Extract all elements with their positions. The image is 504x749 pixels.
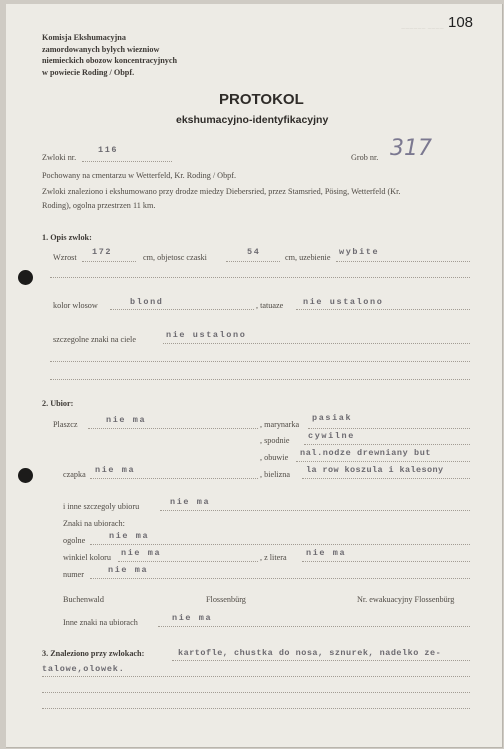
rule xyxy=(296,461,470,462)
found-line-1: Zwloki znaleziono i ekshumowano przy drodze miedzy Diebersried, przez Stamsried, Pösing, Wetterfeld (Kr. xyxy=(42,187,401,196)
remains-number: 116 xyxy=(98,145,119,155)
rule xyxy=(82,261,136,262)
general-label: ogolne xyxy=(63,536,86,545)
jacket-value: pasiak xyxy=(312,413,353,423)
rule xyxy=(42,676,470,677)
section-1-heading: 1. Opis zwlok: xyxy=(42,233,92,242)
letter-label: , z litera xyxy=(260,553,287,562)
tattoo-value: nie ustalono xyxy=(303,297,384,307)
general-value: nie ma xyxy=(109,531,150,541)
rule xyxy=(90,578,470,579)
protocol-sheet xyxy=(6,4,503,748)
punch-hole xyxy=(18,468,33,483)
rule xyxy=(50,361,470,362)
section-2-heading: 2. Ubior: xyxy=(42,399,74,408)
rule xyxy=(42,692,470,693)
page-number: 108 xyxy=(448,14,474,31)
col-buchenwald: Buchenwald xyxy=(63,595,104,604)
col-flossenburg: Flossenbürg xyxy=(206,595,246,604)
found-items-line-2: talowe,olowek. xyxy=(42,664,125,674)
rule xyxy=(118,561,258,562)
rule xyxy=(226,261,280,262)
hair-value: blond xyxy=(130,297,164,307)
found-items-line-1: kartofle, chustka do nosa, sznurek, nadelko ze- xyxy=(178,648,442,658)
underwear-value: la row koszula i kalesony xyxy=(306,465,444,475)
rule xyxy=(296,309,470,310)
rule xyxy=(50,379,470,380)
rule xyxy=(172,660,470,661)
rule xyxy=(302,478,470,479)
teeth-value: wybite xyxy=(339,247,380,257)
jacket-label: , marynarka xyxy=(260,420,300,429)
rule xyxy=(88,428,258,429)
cap-label: czapka xyxy=(63,470,86,479)
remains-label: Zwloki nr. xyxy=(42,153,77,162)
height-label: Wzrost xyxy=(53,253,77,262)
protocol-subtitle: ekshumacyjno-identyfikacyjny xyxy=(176,114,329,126)
trousers-label: , spodnie xyxy=(260,436,290,445)
protocol-title: PROTOKOL xyxy=(219,91,304,108)
commission-line-1: Komisja Ekshumacyjna xyxy=(42,33,126,42)
other-label: i inne szczegoly ubioru xyxy=(63,502,140,511)
number-value: nie ma xyxy=(108,565,149,575)
letter-value: nie ma xyxy=(306,548,347,558)
commission-line-4: w powiecie Roding / Obpf. xyxy=(42,68,135,77)
rule xyxy=(336,261,470,262)
body-marks-label: szczegolne znaki na ciele xyxy=(53,335,136,344)
other-marks-value: nie ma xyxy=(172,613,213,623)
height-value: 172 xyxy=(92,247,113,257)
coat-label: Plaszcz xyxy=(53,420,78,429)
hair-label: kolor wlosow xyxy=(53,301,98,310)
trousers-value: cywilne xyxy=(308,431,355,441)
rule xyxy=(42,708,470,709)
shoes-label: , obuwie xyxy=(260,453,289,462)
tattoo-label: , tatuaze xyxy=(256,301,284,310)
other-value: nie ma xyxy=(170,497,211,507)
section-3-heading: 3. Znaleziono przy zwlokach: xyxy=(42,649,145,658)
rule xyxy=(163,343,470,344)
rule xyxy=(302,561,470,562)
rule xyxy=(304,444,470,445)
commission-line-2: zamordowanych bylych wiezniow xyxy=(42,45,160,54)
burial-line: Pochowany na cmentarzu w Wetterfeld, Kr. Roding / Obpf. xyxy=(42,171,237,180)
faint-stamp: ~~~~~~ ~~~~ xyxy=(401,26,444,33)
other-marks-label: Inne znaki na ubiorach xyxy=(63,618,138,627)
shoes-value: nal.nodze drewniany but xyxy=(300,448,432,458)
rule xyxy=(90,544,470,545)
clothing-marks-label: Znaki na ubiorach: xyxy=(63,519,125,528)
rule xyxy=(90,478,258,479)
cap-value: nie ma xyxy=(95,465,136,475)
grave-number: 317 xyxy=(390,136,432,161)
teeth-label: cm, uzebienie xyxy=(285,253,331,262)
coat-value: nie ma xyxy=(106,415,147,425)
rule xyxy=(82,161,172,162)
skull-label: cm, objetosc czaski xyxy=(143,253,207,262)
number-label: numer xyxy=(63,570,84,579)
col-evacuation-number: Nr. ewakuacyjny Flossenbürg xyxy=(357,595,455,604)
skull-value: 54 xyxy=(247,247,261,257)
rule xyxy=(50,277,470,278)
punch-hole xyxy=(18,270,33,285)
rule xyxy=(110,309,254,310)
rule xyxy=(308,428,470,429)
rule xyxy=(158,626,470,627)
commission-line-3: niemieckich obozow koncentracyjnych xyxy=(42,56,178,65)
body-marks-value: nie ustalono xyxy=(166,330,247,340)
underwear-label: , bielizna xyxy=(260,470,291,479)
rule xyxy=(160,510,470,511)
grave-label: Grob nr. xyxy=(351,153,379,162)
wedge-value: nie ma xyxy=(121,548,162,558)
wedge-label: winkiel koloru xyxy=(63,553,111,562)
found-line-2: Roding), ogolna przestrzen 11 km. xyxy=(42,201,156,210)
